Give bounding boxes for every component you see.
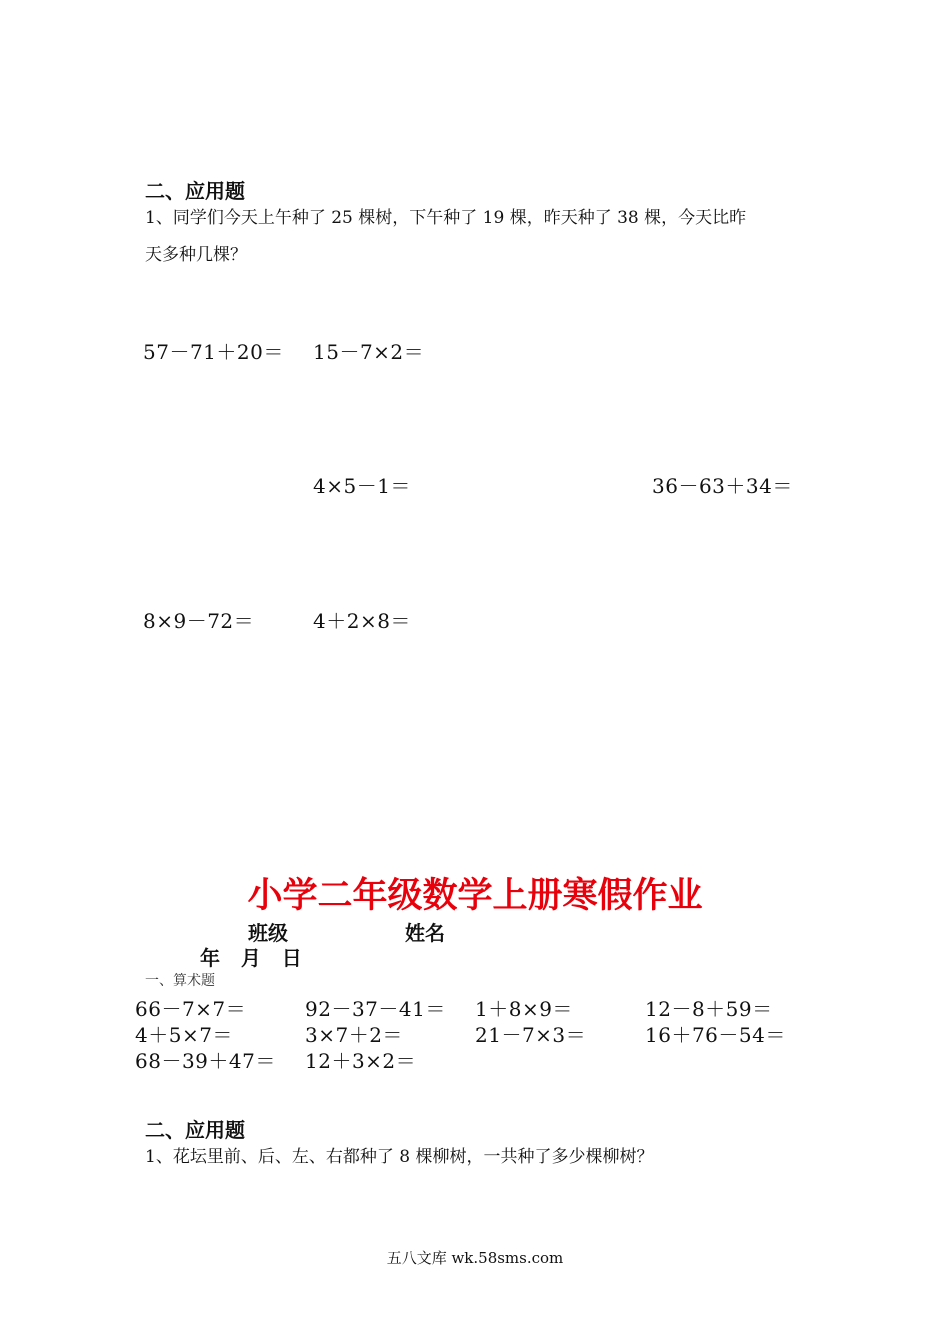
arithmetic-item: 66－7×7＝ bbox=[135, 997, 247, 1021]
problem-1-line-1: 1、花坛里前、后、左、右都种了 8 棵柳树，一共种了多少棵柳树？ bbox=[145, 1147, 654, 1167]
arithmetic-heading: 一、算术题 bbox=[145, 973, 215, 989]
section-heading-application: 二、应用题 bbox=[145, 179, 245, 203]
footer-watermark: 五八文库 wk.58sms.com bbox=[386, 1249, 564, 1267]
problem-1-line-2: 天多种几棵？ bbox=[145, 245, 247, 265]
arithmetic-item: 21－7×3＝ bbox=[475, 1023, 587, 1047]
arithmetic-item: 12－8＋59＝ bbox=[645, 997, 773, 1021]
name-label: 姓名 bbox=[405, 921, 445, 945]
expression: 4×5－1＝ bbox=[313, 474, 411, 498]
arithmetic-item: 68－39＋47＝ bbox=[135, 1049, 276, 1073]
arithmetic-item: 16＋76－54＝ bbox=[645, 1023, 786, 1047]
arithmetic-item: 92－37－41＝ bbox=[305, 997, 446, 1021]
arithmetic-item: 3×7＋2＝ bbox=[305, 1023, 403, 1047]
section-heading-application: 二、应用题 bbox=[145, 1118, 245, 1142]
arithmetic-item: 12＋3×2＝ bbox=[305, 1049, 417, 1073]
expression: 8×9－72＝ bbox=[143, 609, 255, 633]
problem-1-line-1: 1、同学们今天上午种了 25 棵树，下午种了 19 棵，昨天种了 38 棵，今天比昨 bbox=[145, 208, 747, 228]
arithmetic-item: 4＋5×7＝ bbox=[135, 1023, 233, 1047]
arithmetic-item: 1＋8×9＝ bbox=[475, 997, 573, 1021]
page-title: 小学二年级数学上册寒假作业 bbox=[247, 876, 703, 916]
expression: 36－63＋34＝ bbox=[652, 474, 793, 498]
expression: 57－71＋20＝ bbox=[143, 340, 284, 364]
class-label: 班级 bbox=[248, 921, 288, 945]
expression: 15－7×2＝ bbox=[313, 340, 425, 364]
date-label: 年 月 日 bbox=[200, 946, 302, 970]
expression: 4＋2×8＝ bbox=[313, 609, 411, 633]
